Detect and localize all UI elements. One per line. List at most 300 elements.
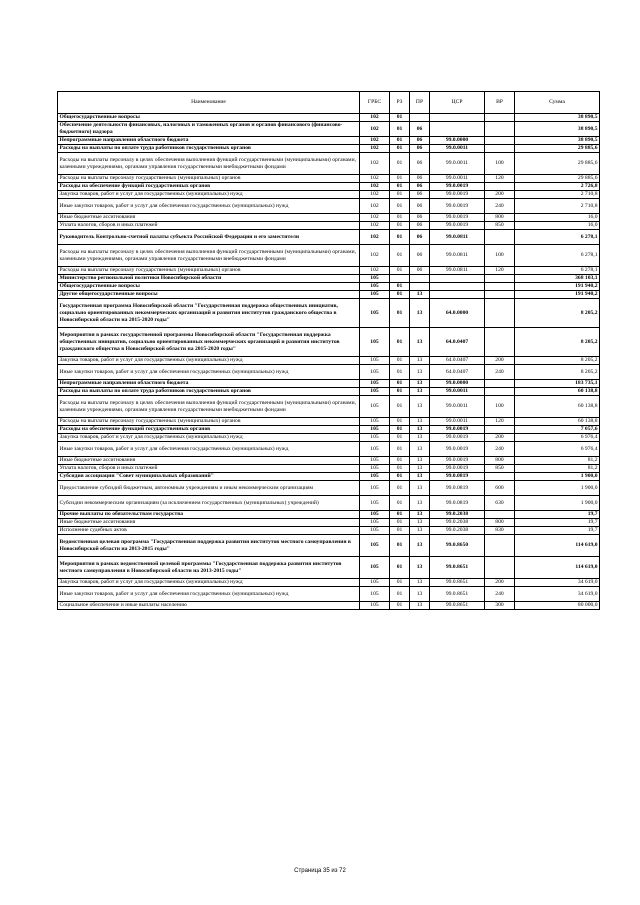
cell-vr: 240 bbox=[485, 365, 515, 380]
cell-sum: 16,0 bbox=[515, 214, 600, 222]
cell-name: Иные бюджетные ассигнования bbox=[58, 519, 360, 527]
table-row bbox=[58, 557, 600, 579]
cell-csr: 99.0.8651 bbox=[430, 579, 485, 587]
cell-vr: 300 bbox=[485, 602, 515, 610]
cell-rz: 01 bbox=[390, 442, 410, 457]
table-row bbox=[58, 283, 600, 291]
cell-sum: 60 138,8 bbox=[515, 418, 600, 426]
cell-vr bbox=[485, 328, 515, 357]
cell-name: Непрограммные направления областного бюджета bbox=[58, 380, 360, 388]
cell-name: Непрограммные направления областного бюджета bbox=[58, 137, 360, 145]
cell-vr: 120 bbox=[485, 418, 515, 426]
cell-vr bbox=[485, 230, 515, 245]
cell-grbs: 102 bbox=[360, 214, 390, 222]
cell-rz: 01 bbox=[390, 245, 410, 267]
table-row bbox=[58, 122, 600, 137]
cell-grbs: 105 bbox=[360, 426, 390, 434]
cell-csr: 99.0.2038 bbox=[430, 519, 485, 527]
table-row bbox=[58, 418, 600, 426]
page-number: Страница 35 из 72 bbox=[294, 868, 346, 874]
cell-rz: 01 bbox=[390, 183, 410, 191]
cell-csr bbox=[430, 291, 485, 299]
cell-name: Ведомственная целевая программа "Государственная поддержка развития институтов местного самоуправления в Новосибирской области на 2013-2015 годы" bbox=[58, 535, 360, 557]
cell-name: Общегосударственные вопросы bbox=[58, 283, 360, 291]
cell-rz: 01 bbox=[390, 145, 410, 153]
cell-rz: 01 bbox=[390, 481, 410, 496]
cell-grbs: 105 bbox=[360, 365, 390, 380]
cell-pr: 13 bbox=[410, 511, 430, 519]
cell-pr: 06 bbox=[410, 183, 430, 191]
cell-name: Расходы на обеспечение функций государственных органов bbox=[58, 183, 360, 191]
cell-sum: 191 940,2 bbox=[515, 283, 600, 291]
cell-rz: 01 bbox=[390, 519, 410, 527]
cell-rz: 01 bbox=[390, 380, 410, 388]
cell-grbs: 105 bbox=[360, 442, 390, 457]
table-row bbox=[58, 511, 600, 519]
cell-sum: 1 900,0 bbox=[515, 481, 600, 496]
cell-csr: 99.0.2038 bbox=[430, 511, 485, 519]
cell-vr bbox=[485, 473, 515, 481]
cell-grbs: 105 bbox=[360, 457, 390, 465]
cell-csr: 99.0.0811 bbox=[430, 267, 485, 275]
cell-grbs: 105 bbox=[360, 291, 390, 299]
cell-vr: 800 bbox=[485, 457, 515, 465]
cell-pr: 13 bbox=[410, 519, 430, 527]
cell-vr: 800 bbox=[485, 214, 515, 222]
cell-pr: 06 bbox=[410, 175, 430, 183]
cell-csr: 99.0.0011 bbox=[430, 145, 485, 153]
cell-rz: 01 bbox=[390, 267, 410, 275]
cell-name: Субсидия ассоциации "Совет муниципальных образований" bbox=[58, 473, 360, 481]
header-vr: ВР bbox=[485, 92, 515, 114]
cell-grbs: 102 bbox=[360, 175, 390, 183]
cell-pr: 06 bbox=[410, 267, 430, 275]
cell-name: Министерство региональной политики Новосибирской области bbox=[58, 275, 360, 283]
cell-sum: 7 057,6 bbox=[515, 426, 600, 434]
cell-vr: 240 bbox=[485, 199, 515, 214]
cell-sum: 8 205,2 bbox=[515, 365, 600, 380]
table-row bbox=[58, 535, 600, 557]
cell-sum: 38 890,5 bbox=[515, 122, 600, 137]
cell-name: Предоставление субсидий бюджетным, автономным учреждениям и иным некоммерческим организациям bbox=[58, 481, 360, 496]
cell-rz: 01 bbox=[390, 214, 410, 222]
cell-sum: 1 900,0 bbox=[515, 496, 600, 511]
cell-grbs: 102 bbox=[360, 230, 390, 245]
cell-pr bbox=[410, 275, 430, 283]
cell-grbs: 105 bbox=[360, 380, 390, 388]
cell-rz: 01 bbox=[390, 222, 410, 230]
cell-name: Уплата налогов, сборов и иных платежей bbox=[58, 222, 360, 230]
cell-vr bbox=[485, 557, 515, 579]
cell-sum: 29 885,6 bbox=[515, 153, 600, 175]
table-row bbox=[58, 299, 600, 328]
cell-name: Иные закупки товаров, работ и услуг для обеспечения государственных (муниципальных) нужд bbox=[58, 442, 360, 457]
cell-pr: 13 bbox=[410, 442, 430, 457]
table-row bbox=[58, 388, 600, 396]
cell-rz: 01 bbox=[390, 426, 410, 434]
table-row bbox=[58, 328, 600, 357]
table-row bbox=[58, 365, 600, 380]
cell-sum: 19,7 bbox=[515, 519, 600, 527]
table-row bbox=[58, 357, 600, 365]
cell-sum: 8 205,2 bbox=[515, 299, 600, 328]
cell-sum: 16,0 bbox=[515, 222, 600, 230]
cell-csr bbox=[430, 114, 485, 122]
cell-name: Расходы на выплаты персоналу в целях обеспечения выполнения функций государственными (муниципальными) органами, казенными учреждениями, органами управления государственными внебюджетными фондами bbox=[58, 245, 360, 267]
cell-pr: 06 bbox=[410, 137, 430, 145]
cell-grbs: 105 bbox=[360, 357, 390, 365]
cell-sum: 29 885,6 bbox=[515, 145, 600, 153]
table-row bbox=[58, 481, 600, 496]
cell-rz: 01 bbox=[390, 496, 410, 511]
cell-grbs: 102 bbox=[360, 267, 390, 275]
cell-csr: 99.0.0019 bbox=[430, 199, 485, 214]
cell-csr bbox=[430, 122, 485, 137]
cell-sum: 38 890,5 bbox=[515, 114, 600, 122]
cell-sum: 2 710,8 bbox=[515, 191, 600, 199]
cell-csr: 99.0.0011 bbox=[430, 396, 485, 418]
cell-grbs: 105 bbox=[360, 481, 390, 496]
cell-sum: 34 619,0 bbox=[515, 587, 600, 602]
cell-name: Расходы на выплаты персоналу в целях обеспечения выполнения функций государственными (муниципальными) органами, казенными учреждениями, органами управления государственными внебюджетными фондами bbox=[58, 153, 360, 175]
cell-rz: 01 bbox=[390, 283, 410, 291]
cell-pr bbox=[410, 114, 430, 122]
cell-grbs: 105 bbox=[360, 418, 390, 426]
cell-pr: 13 bbox=[410, 396, 430, 418]
cell-sum: 183 735,1 bbox=[515, 380, 600, 388]
table-row bbox=[58, 183, 600, 191]
cell-vr: 100 bbox=[485, 396, 515, 418]
cell-name: Общегосударственные вопросы bbox=[58, 114, 360, 122]
cell-sum: 6 278,1 bbox=[515, 230, 600, 245]
cell-sum: 8 205,2 bbox=[515, 328, 600, 357]
cell-name: Закупка товаров, работ и услуг для государственных (муниципальных) нужд bbox=[58, 191, 360, 199]
cell-name: Расходы на выплаты персоналу государственных (муниципальных) органов bbox=[58, 267, 360, 275]
cell-pr: 13 bbox=[410, 328, 430, 357]
cell-csr: 64.0.0407 bbox=[430, 328, 485, 357]
cell-grbs: 105 bbox=[360, 496, 390, 511]
cell-rz: 01 bbox=[390, 328, 410, 357]
cell-vr bbox=[485, 137, 515, 145]
cell-rz: 01 bbox=[390, 199, 410, 214]
cell-grbs: 105 bbox=[360, 328, 390, 357]
cell-vr: 200 bbox=[485, 191, 515, 199]
cell-pr: 13 bbox=[410, 365, 430, 380]
cell-name: Субсидии некоммерческим организациям (за исключением государственных (муниципальных) учреждений) bbox=[58, 496, 360, 511]
cell-sum: 114 619,0 bbox=[515, 557, 600, 579]
cell-vr bbox=[485, 183, 515, 191]
cell-csr: 99.0.0019 bbox=[430, 426, 485, 434]
cell-pr: 13 bbox=[410, 457, 430, 465]
table-row bbox=[58, 457, 600, 465]
cell-rz: 01 bbox=[390, 418, 410, 426]
cell-csr: 99.0.0019 bbox=[430, 465, 485, 473]
cell-pr: 13 bbox=[410, 535, 430, 557]
cell-name: Руководитель Контрольно-счетной палаты субъекта Российской Федерации и его заместители bbox=[58, 230, 360, 245]
cell-name: Закупка товаров, работ и услуг для государственных (муниципальных) нужд bbox=[58, 357, 360, 365]
cell-sum: 6 278,1 bbox=[515, 245, 600, 267]
cell-sum: 29 885,6 bbox=[515, 175, 600, 183]
cell-vr: 850 bbox=[485, 222, 515, 230]
cell-sum: 8 205,2 bbox=[515, 357, 600, 365]
cell-rz: 01 bbox=[390, 457, 410, 465]
cell-grbs: 105 bbox=[360, 587, 390, 602]
cell-csr: 99.0.0819 bbox=[430, 496, 485, 511]
cell-pr: 13 bbox=[410, 587, 430, 602]
cell-pr: 06 bbox=[410, 199, 430, 214]
table-row bbox=[58, 527, 600, 535]
cell-vr: 200 bbox=[485, 434, 515, 442]
cell-name: Расходы на обеспечение функций государственных органов bbox=[58, 426, 360, 434]
table-row bbox=[58, 426, 600, 434]
cell-name: Иные закупки товаров, работ и услуг для обеспечения государственных (муниципальных) нужд bbox=[58, 199, 360, 214]
cell-rz: 01 bbox=[390, 153, 410, 175]
cell-rz: 01 bbox=[390, 137, 410, 145]
table-row bbox=[58, 175, 600, 183]
cell-name: Иные бюджетные ассигнования bbox=[58, 457, 360, 465]
header-grbs: ГРБС bbox=[360, 92, 390, 114]
cell-vr: 240 bbox=[485, 587, 515, 602]
cell-csr: 99.0.0819 bbox=[430, 473, 485, 481]
cell-name: Иные закупки товаров, работ и услуг для обеспечения государственных (муниципальных) нужд bbox=[58, 365, 360, 380]
cell-grbs: 102 bbox=[360, 222, 390, 230]
cell-rz: 01 bbox=[390, 535, 410, 557]
cell-grbs: 102 bbox=[360, 145, 390, 153]
cell-rz: 01 bbox=[390, 465, 410, 473]
table-row bbox=[58, 214, 600, 222]
cell-csr: 99.0.0811 bbox=[430, 245, 485, 267]
cell-name: Обеспечение деятельности финансовых, налоговых и таможенных органов и органов финансового (финансово-бюджетного) надзора bbox=[58, 122, 360, 137]
cell-vr: 850 bbox=[485, 465, 515, 473]
table-row bbox=[58, 442, 600, 457]
cell-sum: 368 103,1 bbox=[515, 275, 600, 283]
cell-name: Расходы на выплаты по оплате труда работников государственных органов bbox=[58, 388, 360, 396]
cell-csr: 99.0.0011 bbox=[430, 418, 485, 426]
cell-name: Уплата налогов, сборов и иных платежей bbox=[58, 465, 360, 473]
table-row bbox=[58, 434, 600, 442]
header-sum: Сумма bbox=[515, 92, 600, 114]
cell-csr: 64.0.0407 bbox=[430, 365, 485, 380]
table-row bbox=[58, 275, 600, 283]
cell-name: Государственная программа Новосибирской области "Государственная поддержка общественных инициатив, социально ориентированных некоммерческих организаций и развития институтов гражданского общества в Новосибирской области на 2015-2020 годы" bbox=[58, 299, 360, 328]
cell-grbs: 102 bbox=[360, 122, 390, 137]
cell-csr: 64.0.0407 bbox=[430, 357, 485, 365]
table-row bbox=[58, 267, 600, 275]
cell-sum: 60 138,8 bbox=[515, 396, 600, 418]
cell-sum: 81,2 bbox=[515, 465, 600, 473]
cell-pr: 13 bbox=[410, 426, 430, 434]
cell-rz: 01 bbox=[390, 175, 410, 183]
cell-grbs: 102 bbox=[360, 191, 390, 199]
table-row bbox=[58, 199, 600, 214]
table-row bbox=[58, 473, 600, 481]
cell-csr: 99.0.0019 bbox=[430, 442, 485, 457]
table-row bbox=[58, 114, 600, 122]
cell-pr: 06 bbox=[410, 222, 430, 230]
cell-sum: 6 976,4 bbox=[515, 442, 600, 457]
table-row bbox=[58, 602, 600, 610]
cell-rz: 01 bbox=[390, 114, 410, 122]
cell-name: Иные закупки товаров, работ и услуг для обеспечения государственных (муниципальных) нужд bbox=[58, 587, 360, 602]
cell-pr: 13 bbox=[410, 434, 430, 442]
cell-rz: 01 bbox=[390, 396, 410, 418]
cell-grbs: 105 bbox=[360, 473, 390, 481]
cell-vr: 120 bbox=[485, 175, 515, 183]
table-row bbox=[58, 145, 600, 153]
cell-vr bbox=[485, 114, 515, 122]
table-row bbox=[58, 153, 600, 175]
cell-rz: 01 bbox=[390, 230, 410, 245]
cell-name: Исполнение судебных актов bbox=[58, 527, 360, 535]
cell-csr: 99.0.0011 bbox=[430, 153, 485, 175]
cell-name: Расходы на выплаты персоналу в целях обеспечения выполнения функций государственными (муниципальными) органами, казенными учреждениями, органами управления государственными внебюджетными фондами bbox=[58, 396, 360, 418]
cell-grbs: 102 bbox=[360, 183, 390, 191]
cell-grbs: 102 bbox=[360, 114, 390, 122]
cell-pr: 13 bbox=[410, 579, 430, 587]
cell-pr: 13 bbox=[410, 357, 430, 365]
cell-csr: 64.0.0000 bbox=[430, 299, 485, 328]
cell-pr: 06 bbox=[410, 191, 430, 199]
cell-grbs: 105 bbox=[360, 602, 390, 610]
header-csr: ЦСР bbox=[430, 92, 485, 114]
cell-name: Иные бюджетные ассигнования bbox=[58, 214, 360, 222]
cell-sum: 191 940,2 bbox=[515, 291, 600, 299]
table-row bbox=[58, 230, 600, 245]
cell-vr: 200 bbox=[485, 357, 515, 365]
cell-csr: 99.0.8651 bbox=[430, 602, 485, 610]
cell-name: Расходы на выплаты по оплате труда работников государственных органов bbox=[58, 145, 360, 153]
cell-vr bbox=[485, 145, 515, 153]
cell-pr: 13 bbox=[410, 291, 430, 299]
cell-rz bbox=[390, 275, 410, 283]
cell-pr: 13 bbox=[410, 527, 430, 535]
table-row bbox=[58, 519, 600, 527]
cell-sum: 60 138,8 bbox=[515, 388, 600, 396]
cell-vr: 100 bbox=[485, 153, 515, 175]
cell-pr: 13 bbox=[410, 481, 430, 496]
cell-csr: 99.0.0819 bbox=[430, 481, 485, 496]
cell-sum: 38 890,5 bbox=[515, 137, 600, 145]
cell-vr bbox=[485, 275, 515, 283]
cell-grbs: 105 bbox=[360, 434, 390, 442]
cell-rz: 01 bbox=[390, 122, 410, 137]
cell-rz: 01 bbox=[390, 434, 410, 442]
cell-rz: 01 bbox=[390, 579, 410, 587]
cell-grbs: 105 bbox=[360, 388, 390, 396]
cell-name: Закупка товаров, работ и услуг для государственных (муниципальных) нужд bbox=[58, 434, 360, 442]
cell-sum: 81,2 bbox=[515, 457, 600, 465]
table-row bbox=[58, 396, 600, 418]
cell-csr: 99.0.0811 bbox=[430, 230, 485, 245]
cell-pr: 13 bbox=[410, 388, 430, 396]
cell-name: Мероприятия в рамках ведомственной целевой программы "Государственная поддержка развития институтов местного самоуправления в Новосибирской области на 2013-2015 годы" bbox=[58, 557, 360, 579]
cell-sum: 2 726,8 bbox=[515, 183, 600, 191]
table-row bbox=[58, 587, 600, 602]
cell-csr: 99.0.0011 bbox=[430, 175, 485, 183]
cell-vr bbox=[485, 511, 515, 519]
cell-grbs: 105 bbox=[360, 511, 390, 519]
cell-grbs: 102 bbox=[360, 137, 390, 145]
cell-vr: 830 bbox=[485, 527, 515, 535]
cell-csr: 99.0.0019 bbox=[430, 222, 485, 230]
cell-grbs: 105 bbox=[360, 275, 390, 283]
cell-sum: 80 000,0 bbox=[515, 602, 600, 610]
cell-pr: 06 bbox=[410, 145, 430, 153]
table-body bbox=[58, 114, 600, 610]
table-row bbox=[58, 245, 600, 267]
cell-rz: 01 bbox=[390, 299, 410, 328]
cell-sum: 19,7 bbox=[515, 527, 600, 535]
table-row bbox=[58, 291, 600, 299]
cell-grbs: 105 bbox=[360, 579, 390, 587]
table-row bbox=[58, 380, 600, 388]
cell-sum: 6 976,4 bbox=[515, 434, 600, 442]
cell-pr: 13 bbox=[410, 602, 430, 610]
cell-csr: 99.0.0000 bbox=[430, 137, 485, 145]
cell-grbs: 105 bbox=[360, 527, 390, 535]
header-rz: РЗ bbox=[390, 92, 410, 114]
cell-grbs: 105 bbox=[360, 519, 390, 527]
cell-rz: 01 bbox=[390, 511, 410, 519]
cell-csr: 99.0.8650 bbox=[430, 535, 485, 557]
cell-sum: 34 619,0 bbox=[515, 579, 600, 587]
cell-csr: 99.0.0019 bbox=[430, 183, 485, 191]
table-row bbox=[58, 191, 600, 199]
cell-vr bbox=[485, 426, 515, 434]
header-pr: ПР bbox=[410, 92, 430, 114]
cell-rz: 01 bbox=[390, 587, 410, 602]
cell-vr bbox=[485, 535, 515, 557]
cell-sum: 114 619,0 bbox=[515, 535, 600, 557]
header-name: Наименование bbox=[58, 92, 360, 114]
cell-vr: 100 bbox=[485, 245, 515, 267]
cell-csr: 99.0.0019 bbox=[430, 434, 485, 442]
cell-name: Расходы на выплаты персоналу государственных (муниципальных) органов bbox=[58, 175, 360, 183]
cell-vr: 600 bbox=[485, 481, 515, 496]
cell-pr: 13 bbox=[410, 557, 430, 579]
cell-name: Мероприятия в рамках государственной программы Новосибирской области "Государственная поддержка общественных инициатив, социально ориентированных некоммерческих организаций и развития институтов гражданского общества в Новосибирской области на 2015-2020 годы" bbox=[58, 328, 360, 357]
cell-grbs: 102 bbox=[360, 199, 390, 214]
cell-pr: 13 bbox=[410, 418, 430, 426]
cell-grbs: 105 bbox=[360, 465, 390, 473]
budget-table bbox=[57, 91, 600, 610]
cell-vr: 120 bbox=[485, 267, 515, 275]
cell-grbs: 102 bbox=[360, 245, 390, 267]
cell-vr: 240 bbox=[485, 442, 515, 457]
cell-csr: 99.0.2038 bbox=[430, 527, 485, 535]
table-row bbox=[58, 496, 600, 511]
cell-pr: 13 bbox=[410, 299, 430, 328]
table-row bbox=[58, 465, 600, 473]
cell-rz: 01 bbox=[390, 291, 410, 299]
table-row bbox=[58, 579, 600, 587]
cell-grbs: 105 bbox=[360, 299, 390, 328]
cell-csr: 99.0.0019 bbox=[430, 214, 485, 222]
cell-csr: 99.0.0019 bbox=[430, 191, 485, 199]
cell-pr bbox=[410, 283, 430, 291]
cell-name: Другие общегосударственные вопросы bbox=[58, 291, 360, 299]
cell-sum: 2 710,8 bbox=[515, 199, 600, 214]
cell-rz: 01 bbox=[390, 557, 410, 579]
cell-vr: 800 bbox=[485, 519, 515, 527]
cell-vr bbox=[485, 291, 515, 299]
cell-vr bbox=[485, 299, 515, 328]
cell-pr: 13 bbox=[410, 473, 430, 481]
cell-pr: 06 bbox=[410, 245, 430, 267]
cell-grbs: 105 bbox=[360, 396, 390, 418]
cell-grbs: 105 bbox=[360, 283, 390, 291]
cell-pr: 06 bbox=[410, 230, 430, 245]
